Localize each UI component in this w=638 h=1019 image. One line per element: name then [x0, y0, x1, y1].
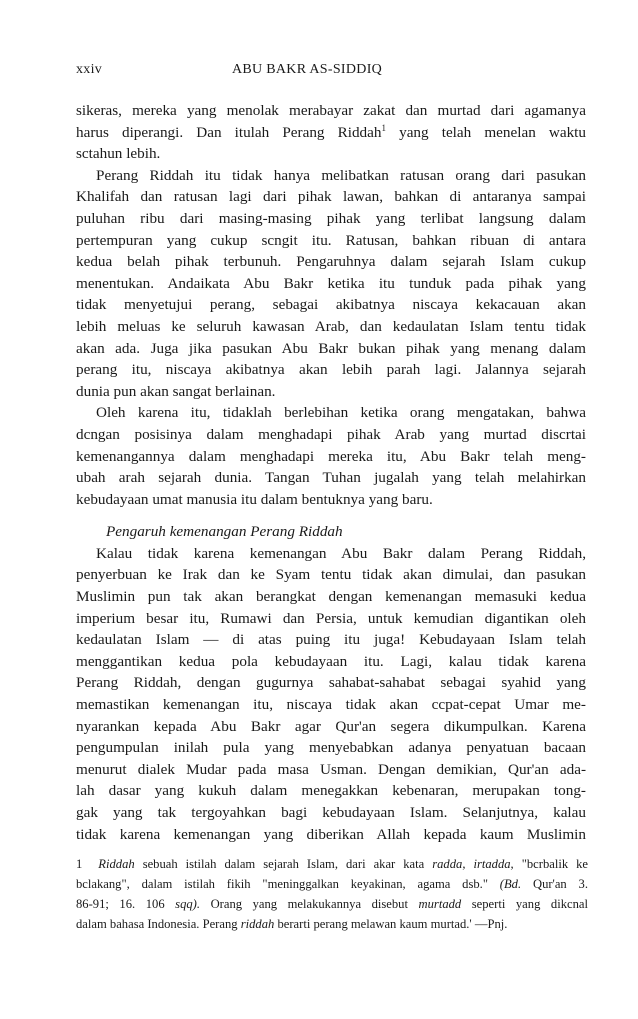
running-header: [76, 62, 586, 82]
text-line: lah dasar yang kukuh dalam menegakkan kebenaran, merupakan tong-: [76, 782, 586, 800]
text-fragment: Orang yang melakukannya disebut: [200, 897, 419, 911]
text-line: pertempuran yang cukup scngit itu. Ratusan, bahkan ribuan di antara: [76, 231, 586, 249]
text-line: puluhan ribu dari masing-masing pihak yang terlibat langsung dalam: [76, 209, 586, 227]
text-fragment: (Bd.: [499, 877, 522, 891]
text-fragment: radda, irtadda,: [432, 857, 514, 871]
footnote-term: Riddah: [98, 857, 135, 871]
footnote-line: [76, 854, 588, 874]
text-fragment: harus diperangi. Dan itulah Perang Riddah: [76, 123, 382, 141]
text-line: perang itu, niscaya akibatnya akan lebih parah lagi. Jalannya sejarah: [76, 361, 586, 379]
footnote-line: [76, 894, 588, 914]
text-line: dcngan posisinya dalam menghadapi pihak Arab yang murtad discrtai: [76, 425, 586, 443]
text-line: Muslimin pun tak akan berangkat dengan kemenangan memasuki kedua: [76, 588, 586, 606]
text-fragment: seperti yang dikcnal: [461, 897, 588, 911]
footnote-line: [76, 874, 588, 894]
text-fragment: sqq).: [175, 897, 201, 911]
text-line: Khalifah dan ratusan lagi dari pihak lawan, bahkan di antaranya sampai: [76, 188, 586, 206]
text-line: tidak karena kemenangan yang diberikan Allah kepada kaum Muslimin: [76, 825, 586, 843]
section-heading: Pengaruh kemenangan Perang Riddah: [106, 523, 343, 541]
page-number: xxiv: [76, 62, 103, 77]
text-fragment: dalam bahasa Indonesia. Perang: [76, 917, 241, 931]
text-line: dunia pun akan sangat berlainan.: [76, 382, 276, 400]
text-line: Kalau tidak karena kemenangan Abu Bakr dalam Perang Riddah,: [96, 544, 586, 562]
text-fragment: sebuah istilah dalam sejarah Islam, dari akar kata: [134, 857, 433, 871]
text-fragment: murtadd: [418, 897, 462, 911]
text-line: penyerbuan ke Irak dan ke Syam tentu tidak akan dimulai, dan pasukan: [76, 566, 586, 584]
text-fragment: riddah: [240, 917, 275, 931]
footnote-ref[interactable]: 1: [381, 122, 386, 133]
text-fragment: 86-91; 16. 106: [76, 897, 176, 911]
text-line: pengumpulan inilah pula yang menyebabkan adanya penyatuan bacaan: [76, 739, 586, 757]
footnote: [76, 854, 588, 934]
text-line: akan ada. Juga jika pasukan Abu Bakr bukan pihak yang menang dalam: [76, 339, 586, 357]
text-line: imperium besar itu, Rumawi dan Persia, untuk kemudian digantikan oleh: [76, 609, 586, 627]
running-title: ABU BAKR AS-SIDDIQ: [232, 62, 383, 77]
text-line: memastikan kemenangan itu, niscaya tidak akan ccpat-cepat Umar me-: [76, 696, 586, 714]
text-line: kedua belah pihak terbunuh. Pengaruhnya dalam sejarah Islam cukup: [76, 253, 586, 271]
text-fragment: "bcrbalik ke: [513, 857, 588, 871]
text-line: kebudayaan umat manusia itu dalam bentuknya yang baru.: [76, 490, 433, 508]
text-line: ubah arah sejarah dunia. Tangan Tuhan jugalah yang telah melahirkan: [76, 469, 586, 487]
text-line: lebih meluas ke seluruh kawasan Arab, dan kedaulatan Islam tentu tidak: [76, 317, 586, 335]
text-line: [76, 122, 586, 144]
text-line: tidak menyetujui perang, sebagai akibatnya niscaya kekacauan akan: [76, 296, 586, 314]
text-fragment: Qur'an 3.: [521, 877, 588, 891]
text-line: menurut dialek Mudar pada masa Usman. Dengan demikian, Qur'an ada-: [76, 760, 586, 778]
text-line: sctahun lebih.: [76, 145, 161, 163]
footnote-number: 1: [76, 857, 83, 871]
text-line: gak yang tak tergoyahkan bagi kebudayaan Islam. Selanjutnya, kalau: [76, 804, 586, 821]
footnote-line: [76, 914, 588, 934]
text-line: kemenangannya dalam menghadapi mereka itu, Abu Bakr telah meng-: [76, 447, 586, 465]
text-line: Perang Riddah, dengan gugurnya sahabat-sahabat sebagai syahid yang: [76, 674, 586, 692]
text-line: sikeras, mereka yang menolak merabayar zakat dan murtad dari agamanya: [76, 102, 586, 119]
text-line: menggantikan kedua pola kebudayaan itu. Lagi, kalau tidak karena: [76, 652, 586, 670]
text-fragment: yang telah menelan waktu: [386, 123, 586, 141]
main-text: [76, 100, 586, 845]
text-line: menentukan. Andaikata Abu Bakr ketika itu tunduk pada pihak yang: [76, 274, 586, 292]
text-line: Oleh karena itu, tidaklah berlebihan ketika orang mengatakan, bahwa: [96, 404, 586, 422]
text-fragment: bclakang", dalam istilah fikih "meninggalkan keyakinan, agama dsb.": [76, 877, 500, 891]
text-line: nyarankan kepada Abu Bakr agar Qur'an segera dikumpulkan. Karena: [76, 717, 586, 735]
text-line: Perang Riddah itu tidak hanya melibatkan ratusan orang dari pasukan: [96, 166, 586, 184]
text-line: kedaulatan Islam — di atas puing itu juga! Kebudayaan Islam telah: [76, 631, 586, 649]
text-fragment: berarti perang melawan kaum murtad.' —Pnj.: [274, 917, 508, 931]
